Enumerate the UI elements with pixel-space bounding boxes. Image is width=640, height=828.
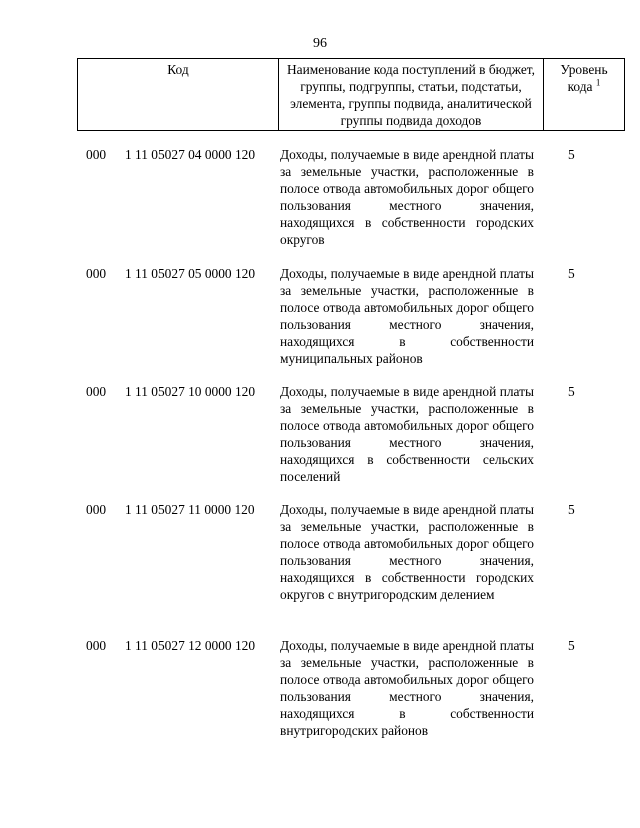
table-row	[77, 265, 603, 383]
table-row	[77, 146, 603, 265]
admin-code: 000	[86, 502, 107, 517]
code-level: 5	[568, 638, 575, 653]
header-code: Код	[78, 59, 279, 131]
revenue-name: Доходы, получаемые в виде арендной платы за земельные участки, расположенные в полосе отвода автомобильных дорог общего пользования местного значения, находящихся в собственности городских округов с внутригородским делением	[280, 502, 534, 602]
revenue-code: 1 11 05027 04 0000 120	[125, 147, 256, 162]
table-row	[77, 501, 603, 637]
revenue-code: 1 11 05027 12 0000 120	[125, 638, 256, 653]
header-name: Наименование кода поступлений в бюджет, группы, подгруппы, статьи, подстатьи, элемента, группы подвида, аналитической группы подвида доходов	[279, 59, 544, 131]
header-level	[544, 59, 625, 131]
code-level: 5	[568, 502, 575, 517]
page-number: 96	[313, 36, 327, 51]
code-level: 5	[568, 384, 575, 399]
admin-code: 000	[86, 384, 107, 399]
table-row	[77, 383, 603, 501]
header-level-footnote: 1	[595, 77, 601, 88]
revenue-code: 1 11 05027 11 0000 120	[125, 502, 255, 517]
revenue-code: 1 11 05027 05 0000 120	[125, 266, 256, 281]
table-row	[77, 637, 603, 757]
revenue-name: Доходы, получаемые в виде арендной платы за земельные участки, расположенные в полосе отвода автомобильных дорог общего пользования местного значения, находящихся в собственности внутригородских районов	[280, 638, 534, 738]
revenue-name: Доходы, получаемые в виде арендной платы за земельные участки, расположенные в полосе отвода автомобильных дорог общего пользования местного значения, находящихся в собственности муниципальных районов	[280, 266, 534, 366]
table-body	[77, 146, 603, 757]
code-level: 5	[568, 147, 575, 162]
revenue-name: Доходы, получаемые в виде арендной платы за земельные участки, расположенные в полосе отвода автомобильных дорог общего пользования местного значения, находящихся в собственности сельских поселений	[280, 384, 534, 484]
header-level-text: Уровень кода	[560, 62, 608, 94]
admin-code: 000	[86, 147, 107, 162]
admin-code: 000	[86, 638, 107, 653]
admin-code: 000	[86, 266, 107, 281]
code-level: 5	[568, 266, 575, 281]
revenue-name: Доходы, получаемые в виде арендной платы за земельные участки, расположенные в полосе отвода автомобильных дорог общего пользования местного значения, находящихся в собственности городских округов	[280, 147, 534, 247]
revenue-code: 1 11 05027 10 0000 120	[125, 384, 256, 399]
table-header	[77, 58, 625, 131]
